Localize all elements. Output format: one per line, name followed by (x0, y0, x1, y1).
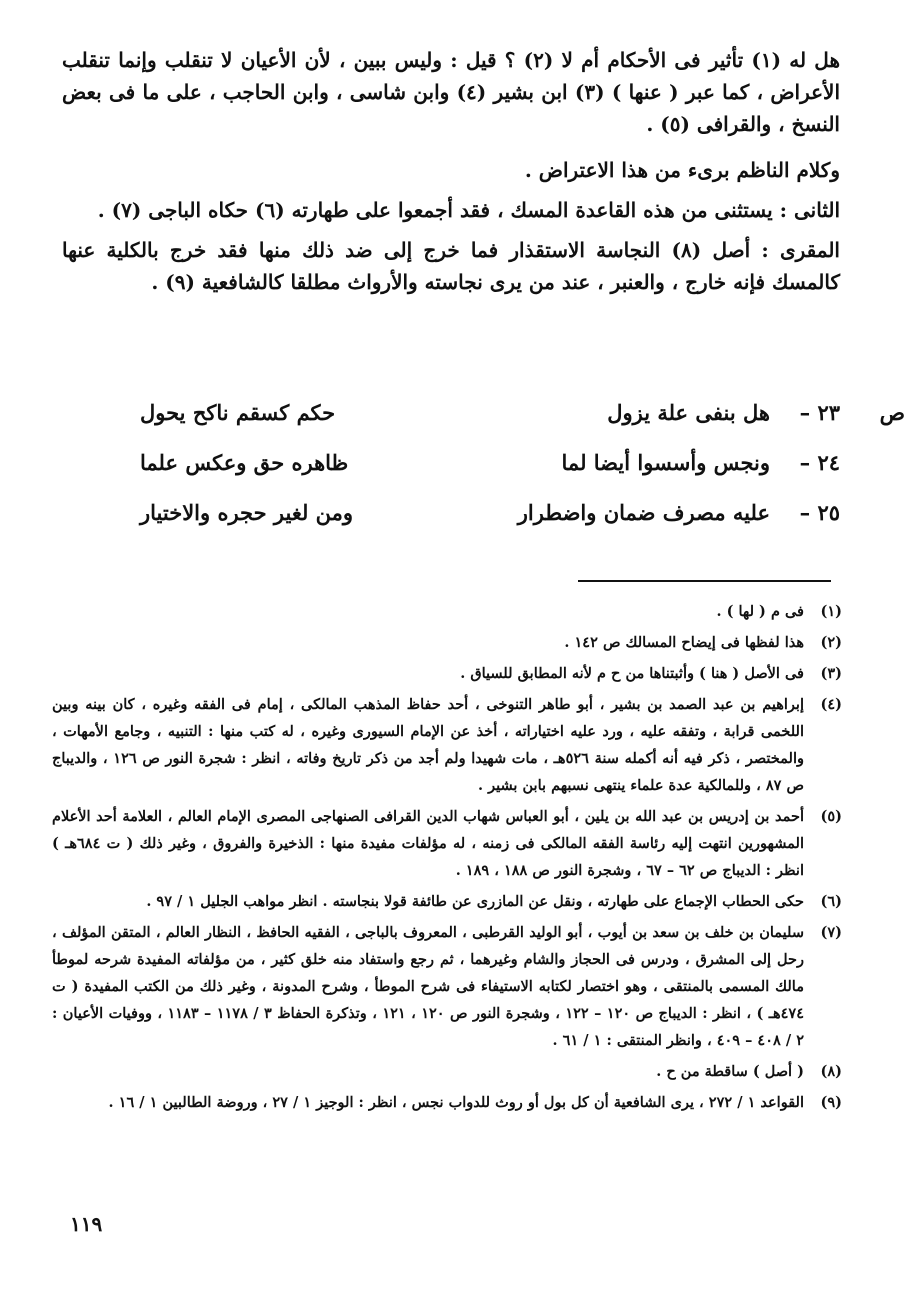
footnote-number: (١) (820, 603, 842, 620)
footnote-text: حكى الحطاب الإجماع على طهارته ، ونقل عن المازرى عن طائفة قولا بنجاسته . انظر مواهب الجليل ١ / ٩٧ . (146, 893, 804, 910)
footnote (52, 691, 842, 799)
footnote-text: سليمان بن خلف بن سعد بن أيوب ، أبو الوليد القرطبى ، المعروف بالباجى ، الفقيه الحافظ ، النظار العالم ، المتقن المؤلف ، رحل إلى المشرق ، ودرس فى الحجاز والشام وغيرهما ، ثم رجع واستفاد منه خلق كثير ، من مؤلفاته المفيدة شرحه لموطأ مالك المسمى بالمنتقى ، وهو اختصار لكتابه الاستيفاء فى شرح الموطأ ، وشرح المدونة ، وغير ذلك من الكتب المفيدة ( ت ٤٧٤هـ ) ، انظر : الديباج ص ١٢٠ – ١٢٢ ، وشجرة النور ص ١٢٠ ، ١٢١ ، وتذكرة الحفاظ ٣ / ١١٧٨ – ١١٨٣ ، ووفيات الأعيان : ٢ / ٤٠٨ – ٤٠٩ ، وانظر المنتقى : ١ / ٦١ . (52, 924, 804, 1049)
footnote-divider (578, 580, 831, 582)
footnote-number: (٢) (820, 634, 842, 651)
footnote-text: فى م ( لها ) . (716, 603, 804, 620)
verse-block (140, 400, 905, 550)
footnote-text: إبراهيم بن عبد الصمد بن بشير ، أبو طاهر التنوخى ، أحد حفاظ المذهب المالكى ، إمام فى الفقه وغيره ، كان بينه وبين اللخمى قرابة ، وتفقه عليه ، ورد عليه اختياراته ، أخذ عن الإمام السيورى وغيره ، له كتب منها : التنبيه ، وجامع الأمهات ، والمختصر ، ذكر فيه أنه أكمله سنة ٥٢٦هـ ، مات شهيدا ولم أجد من ذكر تاريخ وفاته ، انظر : شجرة النور ص ١٢٦ ، والديباج ص ٨٧ ، وللمالكية عدة علماء ينتهى نسبهم بابن بشير . (52, 696, 804, 794)
paragraph-1: هل له (١) تأثير فى الأحكام أم لا (٢) ؟ قيل : وليس ببين ، لأن الأعيان لا تنقلب وإنما تنقلب الأعراض ، كما عبر ( عنها ) (٣) ابن بشير (٤) وابن شاسى ، وابن الحاجب ، على ما فى بعض النسخ ، والقرافى (٥) . (62, 48, 840, 136)
footnote-number: (٨) (820, 1063, 842, 1080)
footnote-text: هذا لفظها فى إيضاح المسالك ص ١٤٢ . (564, 634, 804, 651)
verse-row (140, 450, 840, 500)
verse-number: ٢٥ – (799, 500, 840, 525)
footnote (52, 598, 842, 625)
verse-first-hemistich: هل بنفى علة يزول (607, 400, 770, 425)
footnote-number: (٤) (820, 696, 842, 713)
verse-first-hemistich: عليه مصرف ضمان واضطرار (517, 500, 770, 525)
footnote-number: (٣) (820, 665, 842, 682)
verse-second-hemistich: ومن لغير حجره والاختيار (140, 500, 354, 525)
paragraph-2: وكلام الناظم برىء من هذا الاعتراض . (524, 158, 840, 182)
footnote (52, 919, 842, 1054)
paragraph-4: المقرى : أصل (٨) النجاسة الاستقذار فما خرج إلى ضد ذلك منها فقد خرج بالكلية عنها كالمسك فإنه خارج ، والعنبر ، عند من يرى نجاسته والأرواث مطلقا كالشافعية (٩) . (62, 238, 840, 294)
page-number: ١١٩ (70, 1212, 103, 1236)
footnote-number: (٥) (820, 808, 842, 825)
main-text (62, 44, 840, 312)
footnotes (52, 598, 842, 1120)
footnote-text: أحمد بن إدريس بن عبد الله بن يلين ، أبو العباس شهاب الدين القرافى الصنهاجى المصرى الإمام العالم ، العلامة أحد الأعلام المشهورين انتهت إليه رئاسة الفقه المالكى فى زمنه ، له مؤلفات مفيدة منها : الذخيرة والفروق ، وغير ذلك ( ت ٦٨٤هـ ) انظر : الديباج ص ٦٢ – ٦٧ ، وشجرة النور ص ١٨٨ ، ١٨٩ . (52, 808, 804, 879)
footnote-number: (٧) (820, 924, 842, 941)
footnote (52, 888, 842, 915)
footnote (52, 803, 842, 884)
footnote-number: (٩) (820, 1094, 842, 1111)
verse-marker: ص (879, 400, 905, 425)
footnote (52, 660, 842, 687)
paragraph-3: الثانى : يستثنى من هذه القاعدة المسك ، فقد أجمعوا على طهارته (٦) حكاه الباجى (٧) . (97, 198, 840, 222)
verse-number: ٢٤ – (799, 450, 840, 475)
verse-first-hemistich: ونجس وأسسوا أيضا لما (561, 450, 770, 475)
footnote (52, 629, 842, 656)
verse-second-hemistich: حكم كسقم ناكح يحول (140, 400, 336, 425)
footnote (52, 1089, 842, 1116)
verse-number: ٢٣ – (799, 400, 840, 425)
footnote-number: (٦) (820, 893, 842, 910)
verse-row (140, 500, 840, 550)
footnote-text: فى الأصل ( هنا ) وأثبتناها من ح م لأنه المطابق للسياق . (460, 665, 804, 682)
footnote (52, 1058, 842, 1085)
verse-second-hemistich: ظاهره حق وعكس علما (140, 450, 349, 475)
footnote-text: ( أصل ) ساقطة من ح . (656, 1063, 804, 1080)
verse-row (140, 400, 905, 450)
footnote-text: القواعد ١ / ٢٧٢ ، يرى الشافعية أن كل بول أو روث للدواب نجس ، انظر : الوجيز ١ / ٢٧ ، وروضة الطالبين ١ / ١٦ . (108, 1094, 804, 1111)
